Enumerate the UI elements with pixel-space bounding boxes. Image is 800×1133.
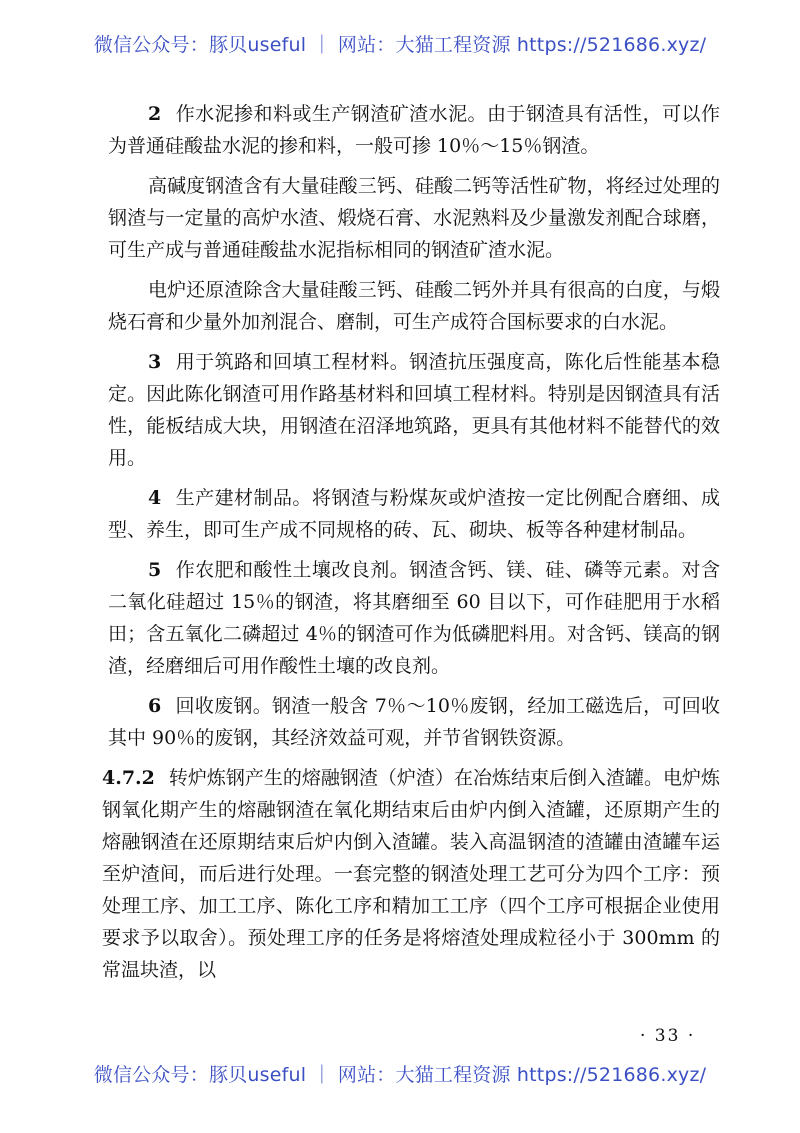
section-4-7-2 xyxy=(102,762,720,986)
section-number: 4.7.2 xyxy=(102,767,155,789)
watermark-bottom: 微信公众号：豚贝useful ｜ 网站：大猫工程资源 https://521686.xyz/ xyxy=(93,1064,707,1086)
paragraph-text: 作水泥掺和料或生产钢渣矿渣水泥。由于钢渣具有活性，可以作为普通硅酸盐水泥的掺和料，一般可掺 10％～15％钢渣。 xyxy=(108,103,720,157)
paragraph-text: 电炉还原渣除含大量硅酸三钙、硅酸二钙外并具有很高的白度，与煅烧石膏和少量外加剂混合、磨制，可生产成符合国标要求的白水泥。 xyxy=(108,279,720,333)
page-body xyxy=(102,98,720,994)
paragraph-text: 用于筑路和回填工程材料。钢渣抗压强度高，陈化后性能基本稳定。因此陈化钢渣可用作路基材料和回填工程材料。特别是因钢渣具有活性，能板结成大块，用钢渣在沼泽地筑路，更具有其他材料不能替代的效用。 xyxy=(108,351,720,469)
paragraph-item-4 xyxy=(108,482,720,546)
page-number: · 33 · xyxy=(640,1026,696,1046)
paragraph-electric-furnace xyxy=(108,274,720,338)
paragraph-text: 高碱度钢渣含有大量硅酸三钙、硅酸二钙等活性矿物，将经过处理的钢渣与一定量的高炉水渣、煅烧石膏、水泥熟料及少量激发剂配合球磨，可生产成与普通硅酸盐水泥指标相同的钢渣矿渣水泥。 xyxy=(108,175,720,261)
section-text: 转炉炼钢产生的熔融钢渣（炉渣）在冶炼结束后倒入渣罐。电炉炼钢氧化期产生的熔融钢渣在氧化期结束后由炉内倒入渣罐，还原期产生的熔融钢渣在还原期结束后炉内倒入渣罐。装入高温钢渣的渣罐由渣罐车运至炉渣间，而后进行处理。一套完整的钢渣处理工艺可分为四个工序：预处理工序、加工工序、陈化工序和精加工工序（四个工序可根据企业使用要求予以取舍）。预处理工序的任务是将熔渣处理成粒径小于 300mm 的常温块渣，以 xyxy=(102,767,720,981)
paragraph-item-6 xyxy=(108,690,720,754)
item-number: 4 xyxy=(148,487,162,509)
paragraph-text: 作农肥和酸性土壤改良剂。钢渣含钙、镁、硅、磷等元素。对含二氧化硅超过 15％的钢渣，将其磨细至 60 目以下，可作硅肥用于水稻田；含五氧化二磷超过 4％的钢渣可作为低磷肥料用。对含钙、镁高的钢渣，经磨细后可用作酸性土壤的改良剂。 xyxy=(108,559,720,677)
watermark-top: 微信公众号：豚贝useful ｜ 网站：大猫工程资源 https://521686.xyz/ xyxy=(93,34,707,56)
item-number: 3 xyxy=(148,351,162,373)
item-number: 2 xyxy=(148,103,162,125)
paragraph-text: 回收废钢。钢渣一般含 7％～10％废钢，经加工磁选后，可回收其中 90％的废钢，其经济效益可观，并节省钢铁资源。 xyxy=(108,695,720,749)
paragraph-item-5 xyxy=(108,554,720,682)
item-number: 6 xyxy=(148,695,162,717)
paragraph-text: 生产建材制品。将钢渣与粉煤灰或炉渣按一定比例配合磨细、成型、养生，即可生产成不同规格的砖、瓦、砌块、板等各种建材制品。 xyxy=(108,487,720,541)
paragraph-item-3 xyxy=(108,346,720,474)
paragraph-high-alkalinity xyxy=(108,170,720,266)
item-number: 5 xyxy=(148,559,162,581)
paragraph-item-2 xyxy=(108,98,720,162)
